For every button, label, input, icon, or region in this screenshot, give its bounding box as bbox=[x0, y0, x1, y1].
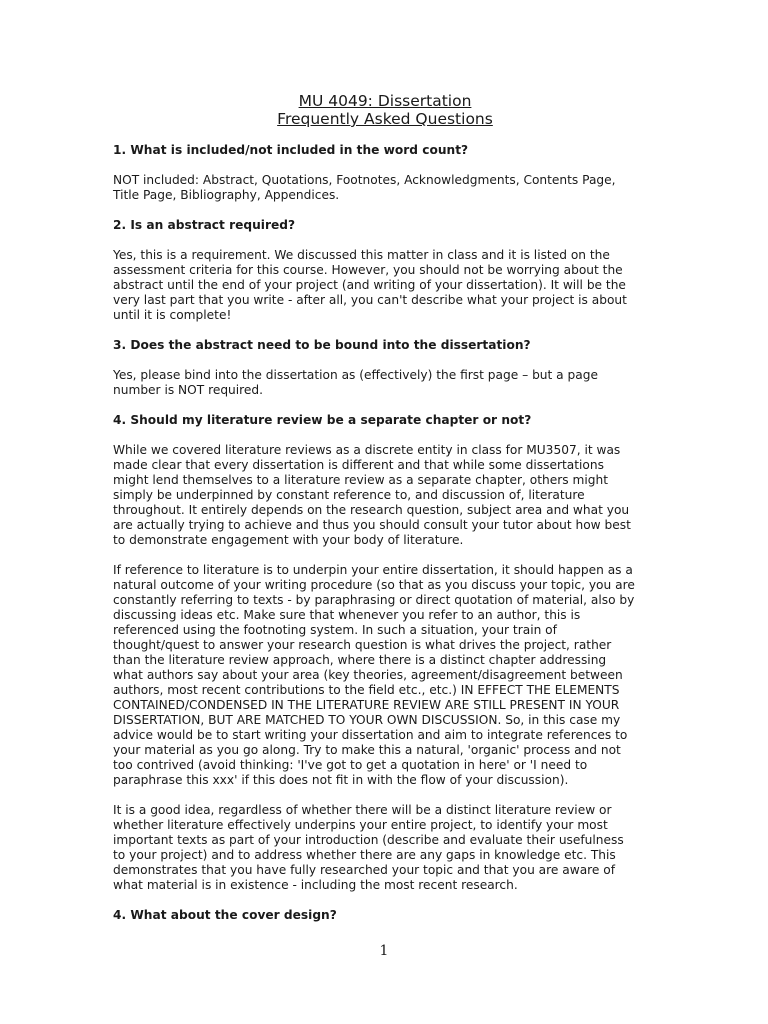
answer-paragraph: If reference to literature is to underpin your entire dissertation, it should happen as a natural outcome of your writing procedure (so that as you discuss your topic, you are constantly referring to texts - by paraphrasing or direct quotation of material, also by discussing ideas etc. Make sure that whenever you refer to an author, this is referenced using the footnoting system. In such a situation, your train of thought/quest to answer your research question is what drives the project, rather than the literature review approach, where there is a distinct chapter addressing what authors say about your area (key theories, agreement/disagreement between authors, most recent contributions to the field etc., etc.) IN EFFECT THE ELEMENTS CONTAINED/CONDENSED IN THE LITERATURE REVIEW ARE STILL PRESENT IN YOUR DISSERTATION, BUT ARE MATCHED TO YOUR OWN DISCUSSION. So, in this case my advice would be to start writing your dissertation and aim to integrate references to your material as you go along. Try to make this a natural, 'organic' process and not too contrived (avoid thinking: 'I've got to get a quotation in here' or 'I need to paraphrase this xxx' if this does not fit in with the flow of your discussion). bbox=[113, 563, 635, 787]
title-line-2: Frequently Asked Questions bbox=[277, 110, 493, 128]
question-heading: 1. What is included/not included in the word count? bbox=[113, 143, 469, 157]
page-number: 1 bbox=[379, 943, 389, 959]
faq-section-2 bbox=[113, 218, 657, 323]
document-page bbox=[113, 92, 657, 938]
question-heading: 3. Does the abstract need to be bound into the dissertation? bbox=[113, 338, 531, 352]
faq-section-3 bbox=[113, 338, 657, 398]
answer-paragraph: It is a good idea, regardless of whether there will be a distinct literature review or whether literature effectively underpins your entire project, to identify your most important texts as part of your introduction (describe and evaluate their usefulness to your project) and to address whether there are any gaps in knowledge etc. This demonstrates that you have fully researched your topic and that you are aware of what material is in existence - including the most recent research. bbox=[113, 803, 624, 892]
answer-paragraph: While we covered literature reviews as a discrete entity in class for MU3507, it was made clear that every dissertation is different and that while some dissertations might lend themselves to a literature review as a separate chapter, others might simply be underpinned by constant reference to, and discussion of, literature throughout. It entirely depends on the research question, subject area and what you are actually trying to achieve and thus you should consult your tutor about how best to demonstrate engagement with your body of literature. bbox=[113, 443, 631, 547]
question-heading: 4. What about the cover design? bbox=[113, 908, 337, 922]
faq-section-5 bbox=[113, 908, 657, 923]
question-heading: 2. Is an abstract required? bbox=[113, 218, 296, 232]
document-title bbox=[113, 92, 657, 128]
title-line-1: MU 4049: Dissertation bbox=[298, 92, 472, 110]
answer-paragraph: Yes, please bind into the dissertation as (effectively) the first page – but a page number is NOT required. bbox=[113, 368, 598, 397]
question-heading: 4. Should my literature review be a separate chapter or not? bbox=[113, 413, 532, 427]
faq-section-4 bbox=[113, 413, 657, 893]
answer-paragraph: Yes, this is a requirement. We discussed this matter in class and it is listed on the assessment criteria for this course. However, you should not be worrying about the abstract until the end of your project (and writing of your dissertation). It will be the very last part that you write - after all, you can't describe what your project is about until it is complete! bbox=[113, 248, 627, 322]
answer-paragraph: NOT included: Abstract, Quotations, Footnotes, Acknowledgments, Contents Page, Title Page, Bibliography, Appendices. bbox=[113, 173, 616, 202]
faq-section-1 bbox=[113, 143, 657, 203]
